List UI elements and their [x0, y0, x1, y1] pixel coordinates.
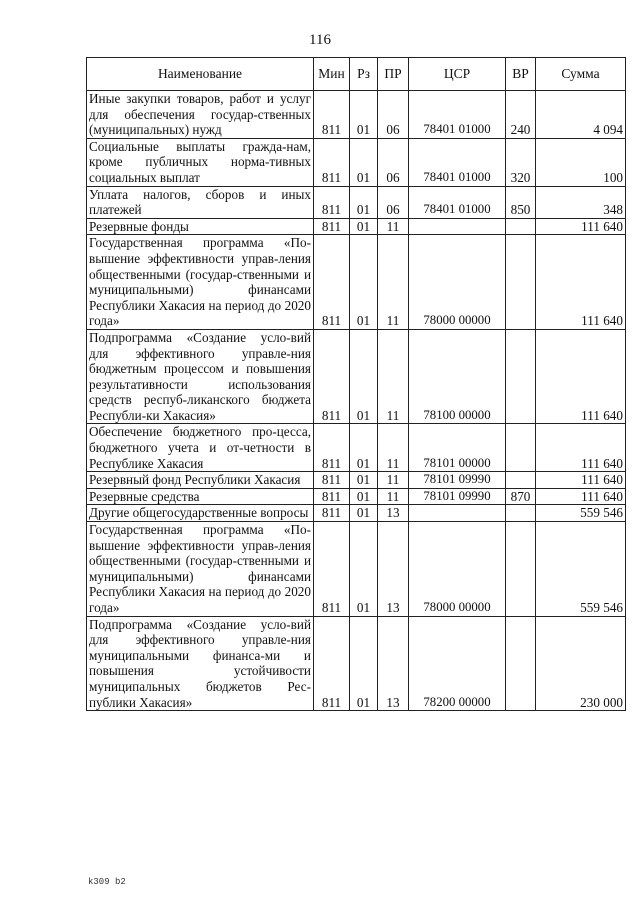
- cell-vr: [506, 616, 536, 711]
- cell-rz: 01: [350, 91, 378, 139]
- table-row: [87, 505, 626, 522]
- cell-min: 811: [314, 472, 350, 489]
- cell-rz: 01: [350, 488, 378, 505]
- cell-min: 811: [314, 488, 350, 505]
- cell-min: 811: [314, 505, 350, 522]
- header-rz: Рз: [350, 58, 378, 91]
- budget-table: [86, 57, 626, 711]
- cell-rz: 01: [350, 616, 378, 711]
- cell-sum: 4 094: [536, 91, 626, 139]
- table-row: [87, 488, 626, 505]
- cell-pr: 13: [378, 616, 409, 711]
- cell-rz: 01: [350, 472, 378, 489]
- table-row: [87, 329, 626, 424]
- table-row: [87, 616, 626, 711]
- header-pr: ПР: [378, 58, 409, 91]
- table-row: [87, 424, 626, 472]
- cell-pr: 11: [378, 218, 409, 235]
- cell-pr: 13: [378, 522, 409, 617]
- cell-csr: 78100 00000: [409, 329, 506, 424]
- header-vr: ВР: [506, 58, 536, 91]
- cell-vr: 870: [506, 488, 536, 505]
- header-csr: ЦСР: [409, 58, 506, 91]
- cell-min: 811: [314, 138, 350, 186]
- cell-vr: [506, 235, 536, 330]
- cell-min: 811: [314, 616, 350, 711]
- cell-sum: 111 640: [536, 424, 626, 472]
- cell-sum: 111 640: [536, 329, 626, 424]
- cell-sum: 111 640: [536, 218, 626, 235]
- footer-code: k309 b2: [88, 877, 126, 887]
- cell-sum: 559 546: [536, 505, 626, 522]
- cell-pr: 11: [378, 488, 409, 505]
- cell-name: Резервный фонд Республики Хакасия: [87, 472, 314, 489]
- header-min: Мин: [314, 58, 350, 91]
- cell-pr: 11: [378, 424, 409, 472]
- cell-pr: 11: [378, 235, 409, 330]
- cell-csr: [409, 505, 506, 522]
- table-body: [87, 91, 626, 711]
- cell-sum: 111 640: [536, 235, 626, 330]
- cell-csr: 78200 00000: [409, 616, 506, 711]
- cell-sum: 348: [536, 186, 626, 218]
- cell-rz: 01: [350, 138, 378, 186]
- cell-vr: [506, 522, 536, 617]
- cell-rz: 01: [350, 424, 378, 472]
- cell-vr: [506, 329, 536, 424]
- table-row: [87, 186, 626, 218]
- header-row: [87, 58, 626, 91]
- header-sum: Сумма: [536, 58, 626, 91]
- cell-csr: [409, 218, 506, 235]
- cell-csr: 78401 01000: [409, 138, 506, 186]
- cell-csr: 78401 01000: [409, 186, 506, 218]
- cell-csr: 78101 09990: [409, 472, 506, 489]
- cell-sum: 111 640: [536, 488, 626, 505]
- cell-name: Подпрограмма «Создание усло-вий для эффективного управле-ния бюджетным процессом и повышения результативности использования средств респуб-ликанского бюджета Республи-ки Хакасия»: [87, 329, 314, 424]
- cell-vr: [506, 505, 536, 522]
- cell-pr: 06: [378, 186, 409, 218]
- cell-name: Уплата налогов, сборов и иных платежей: [87, 186, 314, 218]
- cell-min: 811: [314, 91, 350, 139]
- cell-name: Социальные выплаты гражда-нам, кроме публичных норма-тивных социальных выплат: [87, 138, 314, 186]
- cell-sum: 559 546: [536, 522, 626, 617]
- cell-min: 811: [314, 522, 350, 617]
- cell-vr: 240: [506, 91, 536, 139]
- cell-sum: 100: [536, 138, 626, 186]
- cell-name: Другие общегосударственные вопросы: [87, 505, 314, 522]
- cell-vr: [506, 472, 536, 489]
- cell-pr: 11: [378, 329, 409, 424]
- table-row: [87, 472, 626, 489]
- table-row: [87, 138, 626, 186]
- table-row: [87, 522, 626, 617]
- cell-vr: [506, 218, 536, 235]
- cell-min: 811: [314, 329, 350, 424]
- cell-vr: 320: [506, 138, 536, 186]
- cell-rz: 01: [350, 505, 378, 522]
- page-number: 116: [309, 32, 331, 48]
- cell-pr: 06: [378, 91, 409, 139]
- cell-vr: [506, 424, 536, 472]
- cell-pr: 13: [378, 505, 409, 522]
- cell-name: Резервные фонды: [87, 218, 314, 235]
- cell-vr: 850: [506, 186, 536, 218]
- cell-name: Обеспечение бюджетного про-цесса, бюджетного учета и от-четности в Республике Хакасия: [87, 424, 314, 472]
- cell-sum: 230 000: [536, 616, 626, 711]
- table-row: [87, 91, 626, 139]
- cell-csr: 78101 00000: [409, 424, 506, 472]
- cell-name: Подпрограмма «Создание усло-вий для эффективного управле-ния муниципальными финанса-ми и повышения устойчивости муниципальных бюджетов Рес-публики Хакасия»: [87, 616, 314, 711]
- cell-min: 811: [314, 218, 350, 235]
- table-row: [87, 218, 626, 235]
- cell-rz: 01: [350, 218, 378, 235]
- cell-sum: 111 640: [536, 472, 626, 489]
- cell-csr: 78401 01000: [409, 91, 506, 139]
- cell-pr: 11: [378, 472, 409, 489]
- cell-min: 811: [314, 186, 350, 218]
- cell-csr: 78000 00000: [409, 235, 506, 330]
- table-row: [87, 235, 626, 330]
- cell-name: Государственная программа «По-вышение эффективности управ-ления общественными (государ-ственными и муниципальными) финансами Республики Хакасия на период до 2020 года»: [87, 522, 314, 617]
- cell-pr: 06: [378, 138, 409, 186]
- cell-csr: 78000 00000: [409, 522, 506, 617]
- header-name: Наименование: [87, 58, 314, 91]
- cell-min: 811: [314, 235, 350, 330]
- cell-rz: 01: [350, 329, 378, 424]
- cell-rz: 01: [350, 186, 378, 218]
- cell-name: Иные закупки товаров, работ и услуг для обеспечения государ-ственных (муниципальных) нужд: [87, 91, 314, 139]
- cell-rz: 01: [350, 235, 378, 330]
- cell-csr: 78101 09990: [409, 488, 506, 505]
- cell-min: 811: [314, 424, 350, 472]
- cell-rz: 01: [350, 522, 378, 617]
- cell-name: Государственная программа «По-вышение эффективности управ-ления общественными (государ-ственными и муниципальными) финансами Республики Хакасия на период до 2020 года»: [87, 235, 314, 330]
- cell-name: Резервные средства: [87, 488, 314, 505]
